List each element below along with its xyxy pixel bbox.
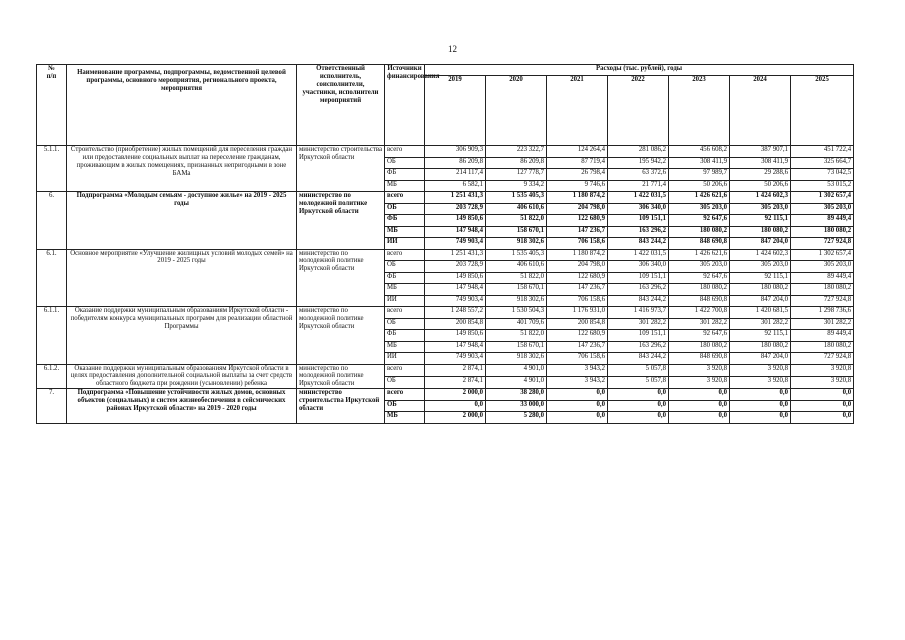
amount-cell: 89 449,4 [791,272,854,284]
amount-cell: 0,0 [791,412,854,424]
table-row [37,249,854,261]
amount-cell: 1 426 621,6 [669,249,730,261]
amount-cell: 29 288,6 [730,169,791,181]
funding-source: ИИ [385,295,425,307]
amount-cell: 0,0 [425,400,486,412]
amount-cell: 158 670,1 [486,341,547,353]
header-year: 2020 [486,76,547,146]
header-source: Источники финансирования [385,65,425,146]
funding-source: всего [385,249,425,261]
amount-cell: 3 920,8 [730,376,791,388]
amount-cell: 147 236,7 [547,341,608,353]
funding-source: ФБ [385,330,425,342]
row-responsible: министерство по молодежной политике Иркутской области [297,307,385,365]
amount-cell: 727 924,8 [791,295,854,307]
amount-cell: 727 924,8 [791,238,854,250]
row-responsible: министерство строительства Иркутской области [297,389,385,424]
amount-cell: 124 264,4 [547,146,608,158]
amount-cell: 4 901,0 [486,364,547,376]
amount-cell: 706 158,6 [547,238,608,250]
amount-cell: 149 850,6 [425,215,486,227]
amount-cell: 749 903,4 [425,238,486,250]
amount-cell: 301 282,2 [669,318,730,330]
amount-cell: 5 280,0 [486,412,547,424]
amount-cell: 92 115,1 [730,272,791,284]
amount-cell: 1 424 602,3 [730,192,791,204]
amount-cell: 26 798,4 [547,169,608,181]
amount-cell: 6 582,1 [425,180,486,192]
amount-cell: 180 080,2 [669,284,730,296]
amount-cell: 918 302,6 [486,353,547,365]
amount-cell: 92 115,1 [730,330,791,342]
amount-cell: 0,0 [669,400,730,412]
amount-cell: 180 080,2 [791,284,854,296]
amount-cell: 848 690,8 [669,295,730,307]
amount-cell: 308 411,9 [669,157,730,169]
amount-cell: 109 151,1 [608,272,669,284]
amount-cell: 1 251 431,3 [425,249,486,261]
amount-cell: 180 080,2 [669,341,730,353]
amount-cell: 147 236,7 [547,226,608,238]
header-year: 2025 [791,76,854,146]
amount-cell: 38 280,0 [486,389,547,401]
amount-cell: 1 416 973,7 [608,307,669,319]
amount-cell: 847 204,0 [730,295,791,307]
amount-cell: 1 530 504,3 [486,307,547,319]
amount-cell: 51 822,0 [486,215,547,227]
amount-cell: 843 244,2 [608,295,669,307]
amount-cell: 92 647,6 [669,272,730,284]
amount-cell: 86 209,8 [425,157,486,169]
amount-cell: 163 296,2 [608,284,669,296]
amount-cell: 4 901,0 [486,376,547,388]
amount-cell: 305 203,0 [730,203,791,215]
row-responsible: министерство по молодежной политике Иркутской области [297,249,385,307]
amount-cell: 1 302 657,4 [791,192,854,204]
table-row [37,364,854,376]
amount-cell: 727 924,8 [791,353,854,365]
amount-cell: 1 535 405,3 [486,249,547,261]
amount-cell: 1 426 621,6 [669,192,730,204]
row-responsible: министерство по молодежной политике Иркутской области [297,364,385,389]
amount-cell: 387 907,1 [730,146,791,158]
amount-cell: 843 244,2 [608,238,669,250]
amount-cell: 3 943,2 [547,376,608,388]
amount-cell: 149 850,6 [425,330,486,342]
amount-cell: 706 158,6 [547,353,608,365]
row-name: Строительство (приобретение) жилых помещений для переселения граждан или предоставление социальных выплат на переселение гражданам, проживающим в жилых помещениях, признанных непригодными в зоне БАМа [67,146,297,192]
funding-source: МБ [385,180,425,192]
amount-cell: 86 209,8 [486,157,547,169]
amount-cell: 109 151,1 [608,330,669,342]
amount-cell: 163 296,2 [608,226,669,238]
amount-cell: 9 746,6 [547,180,608,192]
amount-cell: 180 080,2 [730,284,791,296]
amount-cell: 305 203,0 [791,261,854,273]
amount-cell: 200 854,8 [425,318,486,330]
table-body [37,65,854,424]
amount-cell: 203 728,9 [425,261,486,273]
table-row [37,389,854,401]
amount-cell: 147 948,4 [425,226,486,238]
amount-cell: 1 422 700,8 [669,307,730,319]
amount-cell: 1 248 557,2 [425,307,486,319]
amount-cell: 0,0 [608,400,669,412]
amount-cell: 3 920,8 [730,364,791,376]
amount-cell: 3 920,8 [791,376,854,388]
amount-cell: 180 080,2 [791,341,854,353]
amount-cell: 1 422 031,5 [608,192,669,204]
amount-cell: 3 920,8 [669,364,730,376]
amount-cell: 97 989,7 [669,169,730,181]
funding-source: ОБ [385,203,425,215]
amount-cell: 749 903,4 [425,295,486,307]
funding-source: всего [385,307,425,319]
amount-cell: 1 420 681,5 [730,307,791,319]
amount-cell: 848 690,8 [669,238,730,250]
funding-source: всего [385,192,425,204]
amount-cell: 195 942,2 [608,157,669,169]
funding-source: ИИ [385,238,425,250]
row-name: Оказание поддержки муниципальным образованиям Иркутской области - победителям конкурса муниципальных программ для реализации областной Программы [67,307,297,365]
funding-source: МБ [385,226,425,238]
amount-cell: 214 117,4 [425,169,486,181]
amount-cell: 0,0 [791,400,854,412]
row-name: Подпрограмма «Молодым семьям - доступное жилье» на 2019 - 2025 годы [67,192,297,250]
header-year: 2019 [425,76,486,146]
amount-cell: 2 874,1 [425,376,486,388]
amount-cell: 127 778,7 [486,169,547,181]
amount-cell: 122 680,9 [547,330,608,342]
funding-source: ОБ [385,318,425,330]
funding-source: МБ [385,412,425,424]
amount-cell: 1 302 657,4 [791,249,854,261]
amount-cell: 0,0 [730,389,791,401]
funding-source: всего [385,389,425,401]
header-year: 2023 [669,76,730,146]
amount-cell: 0,0 [730,412,791,424]
amount-cell: 1 298 736,6 [791,307,854,319]
amount-cell: 109 151,1 [608,215,669,227]
amount-cell: 200 854,8 [547,318,608,330]
funding-source: ОБ [385,376,425,388]
funding-source: МБ [385,341,425,353]
amount-cell: 308 411,9 [730,157,791,169]
row-code: 6.1.1. [37,307,67,365]
amount-cell: 0,0 [547,412,608,424]
amount-cell: 1 180 874,2 [547,192,608,204]
amount-cell: 406 610,6 [486,203,547,215]
amount-cell: 1 424 602,3 [730,249,791,261]
amount-cell: 92 647,6 [669,330,730,342]
amount-cell: 5 057,8 [608,376,669,388]
amount-cell: 749 903,4 [425,353,486,365]
row-code: 5.1.1. [37,146,67,192]
funding-source: всего [385,146,425,158]
amount-cell: 305 203,0 [669,261,730,273]
funding-source: ФБ [385,215,425,227]
amount-cell: 63 372,6 [608,169,669,181]
amount-cell: 147 236,7 [547,284,608,296]
amount-cell: 33 000,0 [486,400,547,412]
amount-cell: 147 948,4 [425,341,486,353]
amount-cell: 456 608,2 [669,146,730,158]
amount-cell: 223 322,7 [486,146,547,158]
amount-cell: 325 664,7 [791,157,854,169]
amount-cell: 301 282,2 [730,318,791,330]
amount-cell: 0,0 [791,389,854,401]
amount-cell: 149 850,6 [425,272,486,284]
amount-cell: 2 000,0 [425,389,486,401]
amount-cell: 5 057,8 [608,364,669,376]
amount-cell: 158 670,1 [486,284,547,296]
amount-cell: 0,0 [547,389,608,401]
amount-cell: 180 080,2 [669,226,730,238]
row-code: 6.1.2. [37,364,67,389]
table-row [37,146,854,158]
row-responsible: министерство строительства Иркутской области [297,146,385,192]
amount-cell: 306 340,0 [608,261,669,273]
budget-table [36,64,854,424]
amount-cell: 706 158,6 [547,295,608,307]
amount-cell: 87 719,4 [547,157,608,169]
amount-cell: 301 282,2 [608,318,669,330]
amount-cell: 306 909,3 [425,146,486,158]
amount-cell: 3 920,8 [791,364,854,376]
row-code: 6.1. [37,249,67,307]
amount-cell: 21 771,4 [608,180,669,192]
amount-cell: 0,0 [730,400,791,412]
header-responsible: Ответственный исполнитель, соисполнители, участники, исполнители мероприятий [297,65,385,146]
row-code: 7. [37,389,67,424]
amount-cell: 301 282,2 [791,318,854,330]
table-row [37,192,854,204]
page-number: 12 [448,44,457,54]
amount-cell: 918 302,6 [486,238,547,250]
amount-cell: 847 204,0 [730,353,791,365]
amount-cell: 51 822,0 [486,272,547,284]
amount-cell: 204 798,0 [547,261,608,273]
amount-cell: 147 948,4 [425,284,486,296]
amount-cell: 306 340,0 [608,203,669,215]
amount-cell: 305 203,0 [730,261,791,273]
amount-cell: 305 203,0 [669,203,730,215]
row-name: Подпрограмма «Повышение устойчивости жилых домов, основных объектов (социальных) и систем жизнеобеспечения в сейсмических районах Иркутской области» на 2019 - 2020 годы [67,389,297,424]
amount-cell: 203 728,9 [425,203,486,215]
amount-cell: 89 449,4 [791,330,854,342]
row-name: Основное мероприятие «Улучшение жилищных условий молодых семей» на 2019 - 2025 годы [67,249,297,307]
funding-source: всего [385,364,425,376]
amount-cell: 53 015,2 [791,180,854,192]
amount-cell: 1 535 405,3 [486,192,547,204]
amount-cell: 0,0 [608,412,669,424]
funding-source: ОБ [385,261,425,273]
amount-cell: 847 204,0 [730,238,791,250]
amount-cell: 180 080,2 [730,226,791,238]
amount-cell: 1 176 931,0 [547,307,608,319]
funding-source: ОБ [385,400,425,412]
amount-cell: 305 203,0 [791,203,854,215]
amount-cell: 2 874,1 [425,364,486,376]
amount-cell: 843 244,2 [608,353,669,365]
amount-cell: 9 334,2 [486,180,547,192]
amount-cell: 92 115,1 [730,215,791,227]
amount-cell: 0,0 [608,389,669,401]
amount-cell: 89 449,4 [791,215,854,227]
amount-cell: 406 610,6 [486,261,547,273]
row-responsible: министерство по молодежной политике Иркутской области [297,192,385,250]
funding-source: ИИ [385,353,425,365]
amount-cell: 204 798,0 [547,203,608,215]
amount-cell: 1 422 031,5 [608,249,669,261]
amount-cell: 122 680,9 [547,272,608,284]
amount-cell: 50 206,6 [730,180,791,192]
amount-cell: 50 206,6 [669,180,730,192]
amount-cell: 848 690,8 [669,353,730,365]
amount-cell: 51 822,0 [486,330,547,342]
header-expenses: Расходы (тыс. рублей), годы [425,65,854,76]
amount-cell: 1 180 874,2 [547,249,608,261]
amount-cell: 180 080,2 [730,341,791,353]
amount-cell: 73 042,5 [791,169,854,181]
amount-cell: 2 000,0 [425,412,486,424]
amount-cell: 1 251 431,3 [425,192,486,204]
header-year: 2022 [608,76,669,146]
row-name: Оказание поддержки муниципальным образованиям Иркутской области в целях предоставления дополнительной социальной выплаты за счет средств областного бюджета при рождении (усыновлении) ребенка [67,364,297,389]
funding-source: ФБ [385,272,425,284]
funding-source: МБ [385,284,425,296]
header-year: 2024 [730,76,791,146]
table-row [37,307,854,319]
amount-cell: 122 680,9 [547,215,608,227]
amount-cell: 0,0 [669,389,730,401]
funding-source: ФБ [385,169,425,181]
header-name: Наименование программы, подпрограммы, ведомственной целевой программы, основного мероприятия, регионального проекта, мероприятия [67,65,297,146]
amount-cell: 0,0 [547,400,608,412]
amount-cell: 3 943,2 [547,364,608,376]
amount-cell: 281 086,2 [608,146,669,158]
amount-cell: 918 302,6 [486,295,547,307]
amount-cell: 0,0 [669,412,730,424]
amount-cell: 163 296,2 [608,341,669,353]
amount-cell: 158 670,1 [486,226,547,238]
header-year: 2021 [547,76,608,146]
funding-source: ОБ [385,157,425,169]
amount-cell: 3 920,8 [669,376,730,388]
row-code: 6. [37,192,67,250]
amount-cell: 401 709,6 [486,318,547,330]
amount-cell: 451 722,4 [791,146,854,158]
amount-cell: 180 080,2 [791,226,854,238]
header-num: № п/п [37,65,67,146]
header-row [37,65,854,76]
amount-cell: 92 647,6 [669,215,730,227]
